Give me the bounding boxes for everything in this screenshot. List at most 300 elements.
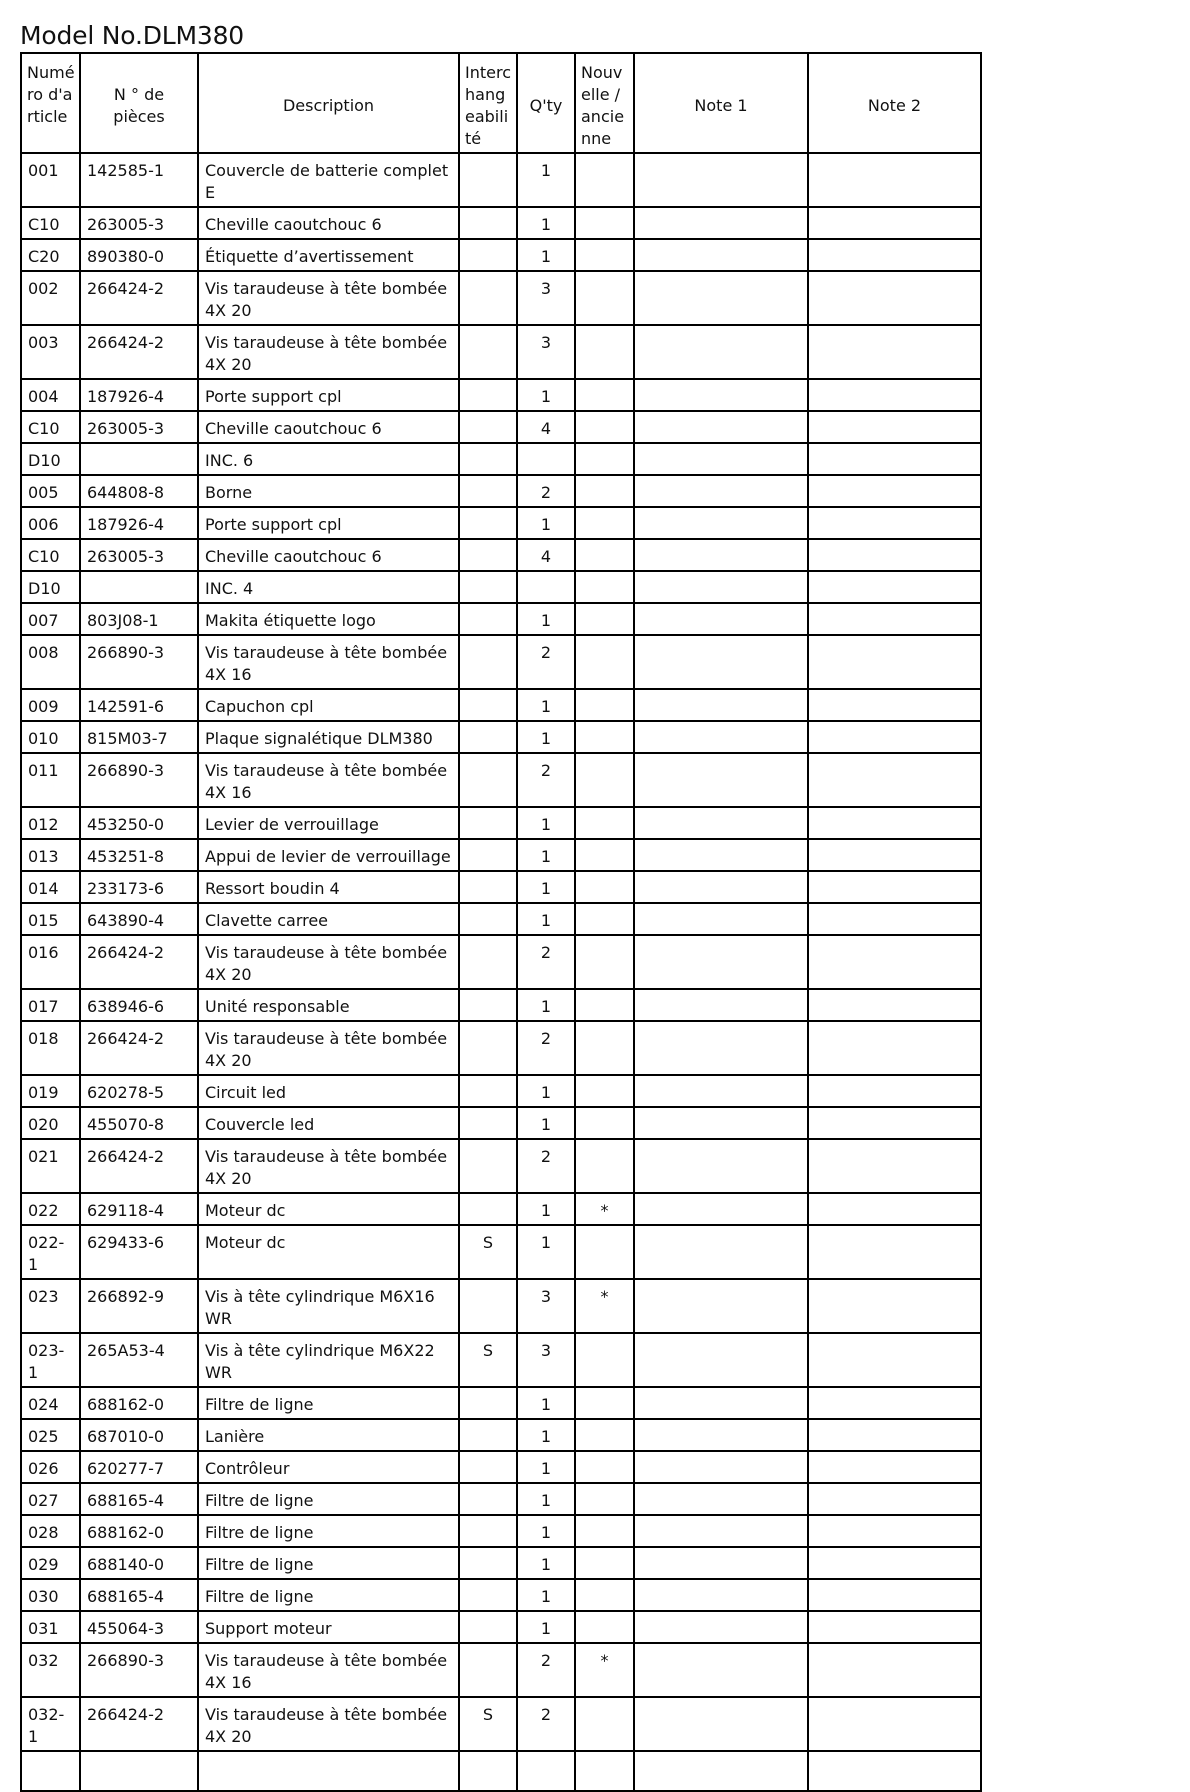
cell-quantity: 1	[517, 839, 575, 871]
cell-interchangeability	[459, 871, 517, 903]
cell-note-2	[808, 1451, 981, 1483]
table-row	[21, 989, 981, 1021]
cell-note-1	[634, 1387, 808, 1419]
cell-part-number: 263005-3	[80, 539, 198, 571]
cell-article-number: 013	[21, 839, 80, 871]
cell-note-1	[634, 379, 808, 411]
cell-new-old: *	[575, 1279, 634, 1333]
cell-new-old	[575, 635, 634, 689]
cell-quantity: 3	[517, 325, 575, 379]
cell-part-number: 620277-7	[80, 1451, 198, 1483]
cell-quantity: 3	[517, 271, 575, 325]
cell-article-number: 011	[21, 753, 80, 807]
table-row	[21, 1515, 981, 1547]
cell-quantity	[517, 1751, 575, 1791]
cell-note-1	[634, 571, 808, 603]
table-row	[21, 935, 981, 989]
cell-note-2	[808, 689, 981, 721]
cell-interchangeability	[459, 1483, 517, 1515]
table-row	[21, 1547, 981, 1579]
cell-description: Contrôleur	[198, 1451, 459, 1483]
cell-description: Unité responsable	[198, 989, 459, 1021]
parts-table-container	[20, 52, 980, 1746]
table-row	[21, 1107, 981, 1139]
cell-article-number: 029	[21, 1547, 80, 1579]
table-header-row	[21, 53, 981, 153]
cell-description: INC. 6	[198, 443, 459, 475]
cell-note-1	[634, 1419, 808, 1451]
cell-new-old	[575, 1483, 634, 1515]
cell-note-1	[634, 411, 808, 443]
cell-interchangeability	[459, 839, 517, 871]
table-row	[21, 1139, 981, 1193]
cell-interchangeability	[459, 411, 517, 443]
cell-article-number: C10	[21, 539, 80, 571]
cell-description: Vis taraudeuse à tête bombée 4X 20	[198, 1139, 459, 1193]
cell-quantity: 1	[517, 989, 575, 1021]
cell-interchangeability	[459, 1579, 517, 1611]
cell-note-2	[808, 1697, 981, 1751]
header-note-1: Note 1	[634, 53, 808, 153]
cell-note-1	[634, 1225, 808, 1279]
table-row	[21, 1451, 981, 1483]
cell-description: Vis taraudeuse à tête bombée 4X 16	[198, 753, 459, 807]
cell-part-number: 688140-0	[80, 1547, 198, 1579]
cell-article-number: 028	[21, 1515, 80, 1547]
cell-article-number: 012	[21, 807, 80, 839]
cell-interchangeability	[459, 1751, 517, 1791]
cell-part-number: 266424-2	[80, 1139, 198, 1193]
cell-interchangeability	[459, 1387, 517, 1419]
cell-part-number: 803J08-1	[80, 603, 198, 635]
cell-note-2	[808, 721, 981, 753]
table-row	[21, 571, 981, 603]
cell-note-2	[808, 871, 981, 903]
cell-quantity: 2	[517, 935, 575, 989]
cell-new-old	[575, 935, 634, 989]
cell-description: Couvercle de batterie complet E	[198, 153, 459, 207]
cell-note-2	[808, 153, 981, 207]
cell-part-number: 266892-9	[80, 1279, 198, 1333]
cell-article-number: 021	[21, 1139, 80, 1193]
table-row	[21, 1279, 981, 1333]
cell-interchangeability	[459, 1021, 517, 1075]
cell-interchangeability	[459, 507, 517, 539]
cell-new-old	[575, 1021, 634, 1075]
cell-interchangeability	[459, 689, 517, 721]
table-body	[21, 153, 981, 1791]
cell-note-2	[808, 1333, 981, 1387]
cell-note-1	[634, 153, 808, 207]
cell-quantity: 1	[517, 1515, 575, 1547]
cell-new-old	[575, 239, 634, 271]
cell-description: Filtre de ligne	[198, 1547, 459, 1579]
cell-new-old	[575, 475, 634, 507]
cell-description: Vis taraudeuse à tête bombée 4X 20	[198, 271, 459, 325]
cell-interchangeability	[459, 207, 517, 239]
cell-part-number	[80, 443, 198, 475]
cell-note-2	[808, 571, 981, 603]
cell-new-old	[575, 1451, 634, 1483]
cell-interchangeability: S	[459, 1697, 517, 1751]
cell-quantity: 2	[517, 1697, 575, 1751]
cell-interchangeability	[459, 1547, 517, 1579]
cell-part-number: 266890-3	[80, 753, 198, 807]
cell-description: Appui de levier de verrouillage	[198, 839, 459, 871]
table-row	[21, 1419, 981, 1451]
cell-note-1	[634, 1515, 808, 1547]
cell-description: Cheville caoutchouc 6	[198, 539, 459, 571]
table-row	[21, 1643, 981, 1697]
cell-quantity: 1	[517, 1611, 575, 1643]
cell-note-2	[808, 1483, 981, 1515]
cell-article-number: 006	[21, 507, 80, 539]
cell-quantity: 1	[517, 807, 575, 839]
cell-note-1	[634, 507, 808, 539]
cell-note-1	[634, 1643, 808, 1697]
cell-article-number: 005	[21, 475, 80, 507]
cell-new-old	[575, 753, 634, 807]
cell-quantity	[517, 571, 575, 603]
cell-note-2	[808, 1419, 981, 1451]
cell-interchangeability	[459, 1451, 517, 1483]
cell-part-number: 687010-0	[80, 1419, 198, 1451]
table-row	[21, 443, 981, 475]
cell-quantity: 1	[517, 603, 575, 635]
cell-new-old	[575, 1515, 634, 1547]
cell-new-old	[575, 1107, 634, 1139]
cell-note-1	[634, 807, 808, 839]
cell-description: Makita étiquette logo	[198, 603, 459, 635]
table-row	[21, 753, 981, 807]
cell-note-2	[808, 935, 981, 989]
cell-part-number: 266424-2	[80, 325, 198, 379]
cell-quantity: 1	[517, 507, 575, 539]
table-row	[21, 411, 981, 443]
cell-interchangeability	[459, 807, 517, 839]
cell-part-number: 453251-8	[80, 839, 198, 871]
cell-note-1	[634, 1579, 808, 1611]
cell-article-number: 017	[21, 989, 80, 1021]
cell-interchangeability	[459, 989, 517, 1021]
cell-note-2	[808, 475, 981, 507]
cell-part-number: 629118-4	[80, 1193, 198, 1225]
cell-part-number	[80, 571, 198, 603]
cell-description: Filtre de ligne	[198, 1579, 459, 1611]
cell-article-number: 026	[21, 1451, 80, 1483]
cell-interchangeability	[459, 753, 517, 807]
cell-interchangeability	[459, 1279, 517, 1333]
cell-article-number: 020	[21, 1107, 80, 1139]
cell-part-number: 688162-0	[80, 1515, 198, 1547]
cell-new-old: *	[575, 1643, 634, 1697]
cell-interchangeability	[459, 935, 517, 989]
cell-description: Plaque signalétique DLM380	[198, 721, 459, 753]
cell-part-number: 815M03-7	[80, 721, 198, 753]
cell-quantity: 1	[517, 1075, 575, 1107]
cell-note-1	[634, 1451, 808, 1483]
cell-quantity: 1	[517, 207, 575, 239]
cell-description: Vis taraudeuse à tête bombée 4X 16	[198, 635, 459, 689]
cell-description: Vis à tête cylindrique M6X22 WR	[198, 1333, 459, 1387]
cell-interchangeability	[459, 1107, 517, 1139]
cell-interchangeability	[459, 635, 517, 689]
cell-article-number: 007	[21, 603, 80, 635]
cell-new-old	[575, 411, 634, 443]
cell-note-2	[808, 1611, 981, 1643]
cell-description: Lanière	[198, 1419, 459, 1451]
cell-note-1	[634, 1751, 808, 1791]
cell-description: Moteur dc	[198, 1193, 459, 1225]
cell-interchangeability	[459, 1419, 517, 1451]
cell-new-old	[575, 571, 634, 603]
cell-new-old	[575, 1611, 634, 1643]
cell-quantity: 1	[517, 1579, 575, 1611]
cell-note-1	[634, 1139, 808, 1193]
cell-article-number: 023-1	[21, 1333, 80, 1387]
cell-new-old	[575, 689, 634, 721]
cell-interchangeability	[459, 443, 517, 475]
cell-quantity: 2	[517, 1139, 575, 1193]
cell-part-number: 688165-4	[80, 1579, 198, 1611]
cell-quantity: 1	[517, 1419, 575, 1451]
cell-note-2	[808, 753, 981, 807]
cell-description: Porte support cpl	[198, 379, 459, 411]
cell-quantity	[517, 443, 575, 475]
cell-part-number: 266890-3	[80, 1643, 198, 1697]
cell-new-old	[575, 1547, 634, 1579]
cell-description: Ressort boudin 4	[198, 871, 459, 903]
cell-description: Capuchon cpl	[198, 689, 459, 721]
cell-interchangeability	[459, 325, 517, 379]
cell-note-2	[808, 539, 981, 571]
cell-quantity: 2	[517, 475, 575, 507]
cell-note-2	[808, 1387, 981, 1419]
cell-quantity: 1	[517, 1387, 575, 1419]
cell-description: Vis à tête cylindrique M6X16 WR	[198, 1279, 459, 1333]
table-row	[21, 1225, 981, 1279]
cell-new-old	[575, 1387, 634, 1419]
cell-note-2	[808, 839, 981, 871]
cell-new-old	[575, 1225, 634, 1279]
cell-description: Vis taraudeuse à tête bombée 4X 20	[198, 935, 459, 989]
table-row	[21, 325, 981, 379]
cell-part-number: 266424-2	[80, 271, 198, 325]
cell-note-2	[808, 207, 981, 239]
cell-quantity: 1	[517, 1483, 575, 1515]
cell-interchangeability	[459, 475, 517, 507]
cell-new-old	[575, 1419, 634, 1451]
cell-article-number: 008	[21, 635, 80, 689]
cell-note-2	[808, 411, 981, 443]
cell-article-number: C20	[21, 239, 80, 271]
cell-note-2	[808, 1075, 981, 1107]
cell-description: Support moteur	[198, 1611, 459, 1643]
cell-quantity: 2	[517, 753, 575, 807]
cell-interchangeability	[459, 1075, 517, 1107]
cell-new-old	[575, 325, 634, 379]
cell-interchangeability	[459, 539, 517, 571]
cell-new-old	[575, 871, 634, 903]
cell-article-number: 009	[21, 689, 80, 721]
cell-description: Vis taraudeuse à tête bombée 4X 20	[198, 325, 459, 379]
table-row	[21, 1579, 981, 1611]
cell-description: Levier de verrouillage	[198, 807, 459, 839]
cell-new-old	[575, 443, 634, 475]
table-row	[21, 1751, 981, 1791]
cell-part-number: 638946-6	[80, 989, 198, 1021]
cell-article-number: C10	[21, 411, 80, 443]
header-part-number: N ° de pièces	[80, 53, 198, 153]
cell-interchangeability	[459, 153, 517, 207]
cell-description: Circuit led	[198, 1075, 459, 1107]
cell-description: INC. 4	[198, 571, 459, 603]
table-row	[21, 239, 981, 271]
table-row	[21, 1021, 981, 1075]
cell-part-number: 644808-8	[80, 475, 198, 507]
cell-description: Cheville caoutchouc 6	[198, 411, 459, 443]
cell-part-number: 643890-4	[80, 903, 198, 935]
cell-article-number: 023	[21, 1279, 80, 1333]
cell-article-number: 014	[21, 871, 80, 903]
cell-note-1	[634, 271, 808, 325]
cell-note-1	[634, 239, 808, 271]
table-row	[21, 271, 981, 325]
table-row	[21, 807, 981, 839]
cell-description: Filtre de ligne	[198, 1483, 459, 1515]
cell-new-old	[575, 1333, 634, 1387]
cell-note-1	[634, 1021, 808, 1075]
cell-note-2	[808, 1547, 981, 1579]
cell-article-number: 003	[21, 325, 80, 379]
cell-note-1	[634, 539, 808, 571]
cell-note-2	[808, 239, 981, 271]
cell-note-1	[634, 207, 808, 239]
cell-quantity: 4	[517, 411, 575, 443]
cell-part-number: 688162-0	[80, 1387, 198, 1419]
cell-description: Vis taraudeuse à tête bombée 4X 20	[198, 1021, 459, 1075]
cell-note-2	[808, 1193, 981, 1225]
cell-quantity: 1	[517, 1547, 575, 1579]
cell-part-number: 266890-3	[80, 635, 198, 689]
cell-part-number: 620278-5	[80, 1075, 198, 1107]
cell-note-1	[634, 325, 808, 379]
cell-note-1	[634, 903, 808, 935]
cell-article-number: 032	[21, 1643, 80, 1697]
table-row	[21, 539, 981, 571]
cell-interchangeability: S	[459, 1333, 517, 1387]
cell-description: Vis taraudeuse à tête bombée 4X 16	[198, 1643, 459, 1697]
cell-note-1	[634, 1611, 808, 1643]
cell-quantity: 3	[517, 1279, 575, 1333]
cell-quantity: 1	[517, 1225, 575, 1279]
table-row	[21, 721, 981, 753]
cell-new-old	[575, 1751, 634, 1791]
cell-quantity: 2	[517, 1643, 575, 1697]
cell-note-2	[808, 807, 981, 839]
cell-description: Filtre de ligne	[198, 1387, 459, 1419]
cell-article-number: C10	[21, 207, 80, 239]
table-row	[21, 1611, 981, 1643]
cell-article-number	[21, 1751, 80, 1791]
table-row	[21, 603, 981, 635]
cell-note-2	[808, 1579, 981, 1611]
cell-new-old	[575, 153, 634, 207]
cell-note-1	[634, 1279, 808, 1333]
cell-note-1	[634, 689, 808, 721]
cell-part-number: 142585-1	[80, 153, 198, 207]
cell-note-2	[808, 1021, 981, 1075]
cell-note-2	[808, 1643, 981, 1697]
cell-part-number: 266424-2	[80, 1021, 198, 1075]
table-row	[21, 635, 981, 689]
cell-part-number: 233173-6	[80, 871, 198, 903]
cell-interchangeability	[459, 903, 517, 935]
cell-part-number: 455064-3	[80, 1611, 198, 1643]
cell-new-old	[575, 839, 634, 871]
header-interchangeability: Interchangeabilité	[459, 53, 517, 153]
cell-part-number: 890380-0	[80, 239, 198, 271]
cell-new-old	[575, 603, 634, 635]
cell-note-1	[634, 475, 808, 507]
cell-interchangeability	[459, 379, 517, 411]
cell-interchangeability	[459, 1515, 517, 1547]
header-description: Description	[198, 53, 459, 153]
cell-note-1	[634, 603, 808, 635]
cell-part-number: 187926-4	[80, 507, 198, 539]
table-row	[21, 1387, 981, 1419]
cell-part-number: 263005-3	[80, 207, 198, 239]
cell-interchangeability	[459, 271, 517, 325]
cell-new-old	[575, 507, 634, 539]
cell-new-old	[575, 1075, 634, 1107]
table-row	[21, 1483, 981, 1515]
cell-article-number: 025	[21, 1419, 80, 1451]
cell-article-number: 027	[21, 1483, 80, 1515]
cell-note-2	[808, 1751, 981, 1791]
cell-article-number: 016	[21, 935, 80, 989]
cell-quantity: 2	[517, 635, 575, 689]
cell-description: Couvercle led	[198, 1107, 459, 1139]
cell-interchangeability	[459, 239, 517, 271]
table-row	[21, 207, 981, 239]
cell-note-2	[808, 1139, 981, 1193]
cell-quantity: 1	[517, 721, 575, 753]
header-note-2: Note 2	[808, 53, 981, 153]
cell-note-2	[808, 325, 981, 379]
cell-note-2	[808, 443, 981, 475]
cell-quantity: 1	[517, 1451, 575, 1483]
cell-interchangeability	[459, 603, 517, 635]
cell-note-1	[634, 635, 808, 689]
cell-part-number: 688165-4	[80, 1483, 198, 1515]
cell-note-1	[634, 935, 808, 989]
cell-part-number: 453250-0	[80, 807, 198, 839]
cell-part-number	[80, 1751, 198, 1791]
cell-quantity: 1	[517, 1193, 575, 1225]
cell-article-number: 024	[21, 1387, 80, 1419]
header-quantity: Q'ty	[517, 53, 575, 153]
cell-note-1	[634, 839, 808, 871]
cell-description	[198, 1751, 459, 1791]
cell-quantity: 4	[517, 539, 575, 571]
table-row	[21, 689, 981, 721]
table-row	[21, 1075, 981, 1107]
cell-note-1	[634, 721, 808, 753]
cell-interchangeability	[459, 1139, 517, 1193]
cell-note-2	[808, 635, 981, 689]
cell-description: Borne	[198, 475, 459, 507]
